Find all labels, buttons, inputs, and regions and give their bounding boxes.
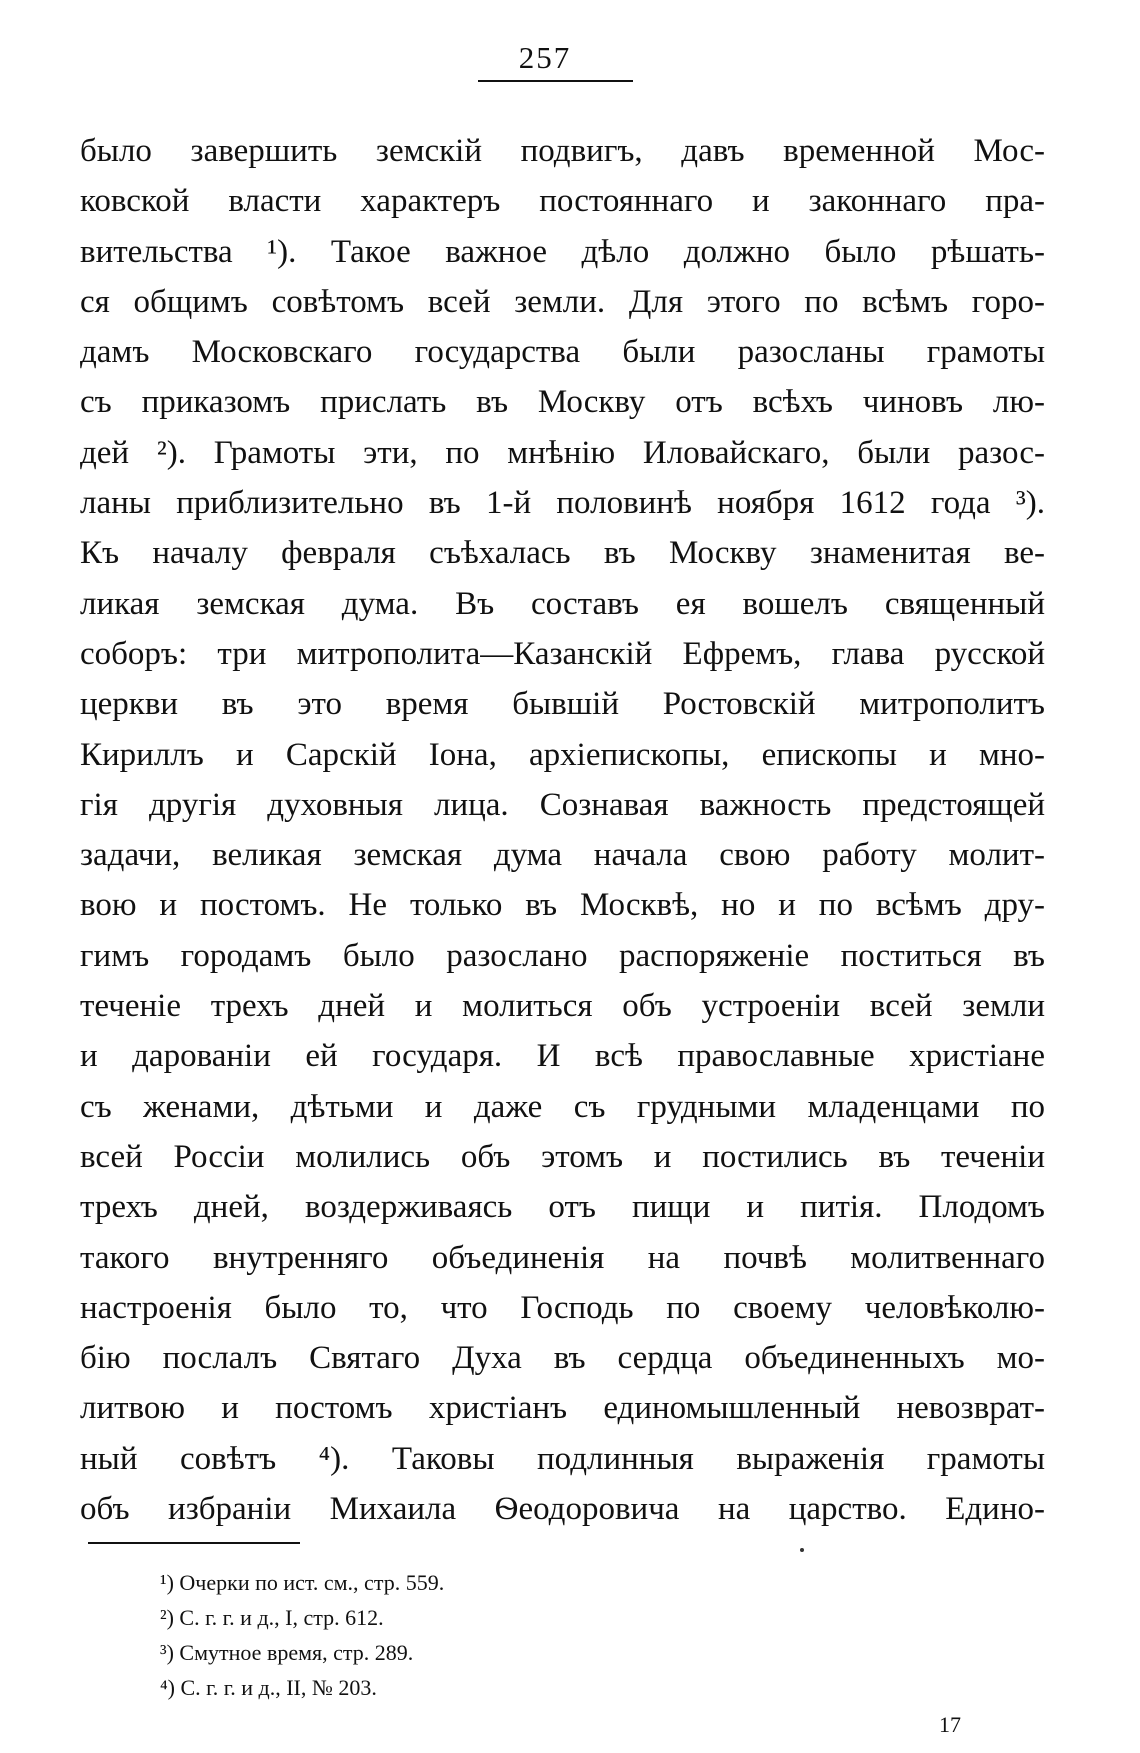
text-line: ный совѣтъ ⁴). Таковы подлинныя выраженія грамоты: [80, 1440, 1045, 1477]
text-line: дей ²). Грамоты эти, по мнѣнію Иловайскаго, были разос-: [80, 434, 1045, 471]
text-line: теченіе трехъ дней и молиться объ устроеніи всей земли: [80, 988, 1045, 1025]
footnote-rule: [88, 1542, 300, 1544]
text-line: ланы приблизительно въ 1-й половинѣ ноября 1612 года ³).: [80, 485, 1045, 522]
text-line: было завершить земскій подвигъ, давъ временной Мос-: [80, 133, 1045, 169]
signature-mark: 17: [939, 1712, 961, 1737]
text-line: ликая земская дума. Въ составъ ея вошелъ священный: [80, 585, 1045, 622]
text-line: соборъ: три митрополита—Казанскій Ефремъ, глава русской: [80, 635, 1045, 672]
footnote-2: ²) С. г. г. и д., I, стр. 612.: [160, 1605, 384, 1630]
print-speck: [800, 1548, 804, 1552]
text-line: гія другія духовныя лица. Сознавая важность предстоящей: [80, 786, 1045, 823]
text-line: такого внутренняго объединенія на почвѣ молитвеннаго: [80, 1239, 1045, 1276]
text-line: съ женами, дѣтьми и даже съ грудными младенцами по: [80, 1088, 1045, 1125]
text-line: всей Россіи молились объ этомъ и постились въ теченіи: [80, 1138, 1045, 1175]
text-line: и дарованіи ей государя. И всѣ православные христіане: [80, 1038, 1045, 1075]
text-line: Кириллъ и Сарскій Іона, архіепископы, епископы и мно-: [80, 736, 1045, 773]
page-number: 257: [518, 40, 572, 75]
text-line: вою и постомъ. Не только въ Москвѣ, но и по всѣмъ дру-: [80, 887, 1045, 924]
header-rule: [478, 80, 633, 82]
text-line: Къ началу февраля съѣхалась въ Москву знаменитая ве-: [80, 535, 1045, 572]
text-line: трехъ дней, воздерживаясь отъ пищи и питія. Плодомъ: [80, 1189, 1045, 1226]
text-line: дамъ Московскаго государства были разосланы грамоты: [80, 334, 1045, 371]
text-line: ся общимъ совѣтомъ всей земли. Для этого по всѣмъ горо-: [80, 283, 1045, 320]
text-line: литвою и постомъ христіанъ единомышленный невозврат-: [80, 1390, 1045, 1427]
text-line: объ избраніи Михаила Ѳеодоровича на царство. Едино-: [80, 1491, 1045, 1528]
footnote-4: ⁴) С. г. г. и д., II, № 203.: [160, 1675, 377, 1700]
text-line: съ приказомъ прислать въ Москву отъ всѣхъ чиновъ лю-: [80, 384, 1045, 421]
footnotes: [160, 1565, 760, 1705]
footnote-1: ¹) Очерки по ист. см., стр. 559.: [160, 1570, 445, 1595]
body-text: [80, 126, 1045, 1534]
text-line: задачи, великая земская дума начала свою работу молит-: [80, 837, 1045, 874]
text-line: настроенія было то, что Господь по своему человѣколю-: [80, 1289, 1045, 1326]
text-line: церкви въ это время бывшій Ростовскій митрополитъ: [80, 686, 1045, 723]
text-line: ковской власти характеръ постояннаго и законнаго пра-: [80, 183, 1045, 220]
footnote-3: ³) Смутное время, стр. 289.: [160, 1640, 414, 1665]
text-line: бію послалъ Святаго Духа въ сердца объединенныхъ мо-: [80, 1340, 1045, 1377]
text-line: гимъ городамъ было разослано распоряженіе поститься въ: [80, 937, 1045, 974]
text-line: вительства ¹). Такое важное дѣло должно было рѣшать-: [80, 233, 1045, 270]
